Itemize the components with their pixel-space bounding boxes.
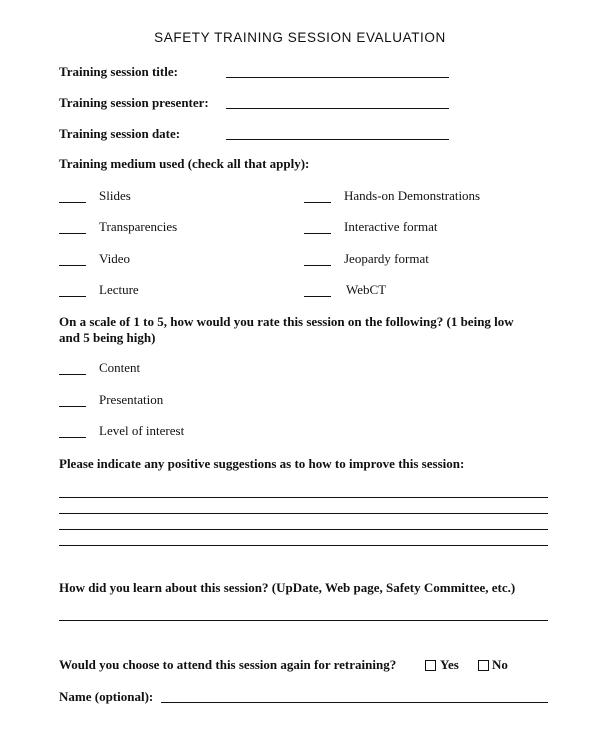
date-label: Training session date: — [59, 126, 181, 141]
suggestions-line[interactable] — [59, 529, 548, 530]
medium-question: Training medium used (check all that apply): — [59, 156, 310, 171]
no-checkbox[interactable] — [478, 660, 489, 671]
suggestions-question: Please indicate any positive suggestions as to how to improve this session: — [59, 456, 465, 471]
medium-option-hands-on: Hands-on Demonstrations — [344, 188, 481, 203]
form-title: SAFETY TRAINING SESSION EVALUATION — [154, 30, 446, 45]
medium-option-jeopardy: Jeopardy format — [344, 251, 429, 266]
yes-checkbox[interactable] — [425, 660, 436, 671]
name-field[interactable] — [161, 702, 548, 703]
learned-line[interactable] — [59, 620, 548, 621]
name-label: Name (optional): — [59, 689, 154, 704]
no-label: No — [492, 657, 508, 672]
date-field[interactable] — [226, 139, 449, 140]
yes-label: Yes — [440, 657, 459, 672]
medium-check-webct[interactable] — [304, 296, 331, 297]
rating-blank-presentation[interactable] — [59, 406, 86, 407]
medium-check-lecture[interactable] — [59, 296, 86, 297]
rating-question-line1: On a scale of 1 to 5, how would you rate this session on the following? (1 being low — [59, 314, 514, 329]
presenter-label: Training session presenter: — [59, 95, 209, 110]
rating-blank-interest[interactable] — [59, 437, 86, 438]
learned-question: How did you learn about this session? (UpDate, Web page, Safety Committee, etc.) — [59, 580, 516, 595]
suggestions-line[interactable] — [59, 513, 548, 514]
retraining-question: Would you choose to attend this session again for retraining? — [59, 657, 397, 672]
medium-option-interactive: Interactive format — [344, 219, 438, 234]
medium-check-transparencies[interactable] — [59, 233, 86, 234]
rating-blank-content[interactable] — [59, 374, 86, 375]
medium-check-video[interactable] — [59, 265, 86, 266]
medium-check-jeopardy[interactable] — [304, 265, 331, 266]
rating-item-content: Content — [99, 360, 141, 375]
suggestions-line[interactable] — [59, 545, 548, 546]
medium-option-webct: WebCT — [346, 282, 387, 297]
medium-check-slides[interactable] — [59, 202, 86, 203]
medium-option-video: Video — [99, 251, 130, 266]
suggestions-line[interactable] — [59, 497, 548, 498]
medium-check-hands-on[interactable] — [304, 202, 331, 203]
rating-item-presentation: Presentation — [99, 392, 164, 407]
medium-option-lecture: Lecture — [99, 282, 139, 297]
presenter-field[interactable] — [226, 108, 449, 109]
rating-question-line2: and 5 being high) — [59, 330, 156, 345]
medium-option-transparencies: Transparencies — [99, 219, 178, 234]
medium-option-slides: Slides — [99, 188, 131, 203]
medium-check-interactive[interactable] — [304, 233, 331, 234]
rating-item-interest: Level of interest — [99, 423, 185, 438]
session-title-label: Training session title: — [59, 64, 178, 79]
session-title-field[interactable] — [226, 77, 449, 78]
